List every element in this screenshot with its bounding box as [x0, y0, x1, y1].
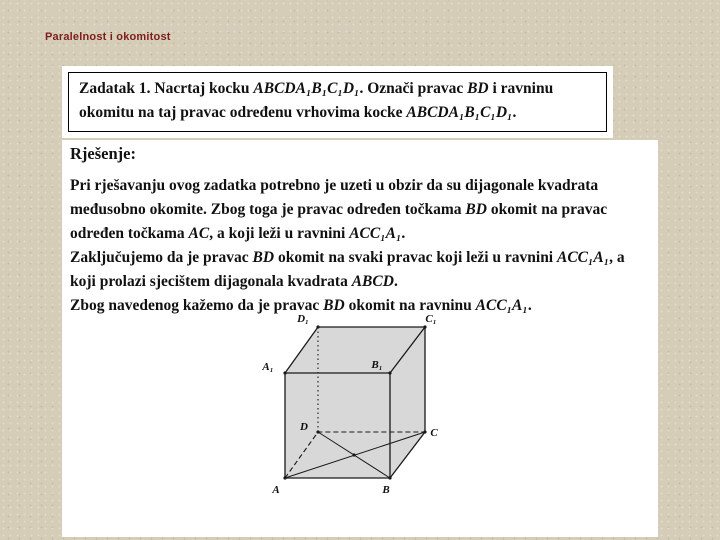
vertex-dot-a [283, 476, 286, 479]
vertex-dot-c [423, 430, 426, 433]
vertex-label-a: A [272, 484, 280, 496]
vertex-dot-d [316, 430, 319, 433]
vertex-dot-c1 [423, 325, 426, 328]
task-text: Zadatak 1. Nacrtaj kocku ABCDA₁B₁C₁D₁. Označi pravac BD i ravninu okomitu na taj pravac određenu vrhovima kocke ABCDA₁B₁C₁D₁. [79, 80, 554, 121]
vertex-dot-a1 [283, 371, 286, 374]
vertex-dot-d1 [316, 325, 319, 328]
solution-paragraph-2: Zaključujemo da je pravac BD okomit na svaki pravac koji leži u ravnini ACC₁A₁, a koji prolazi sjecištem dijagonala kvadrata ABCD. [70, 249, 625, 290]
task-strip [62, 66, 613, 138]
task-box [68, 72, 607, 132]
diagonal-intersection-dot [352, 453, 355, 456]
vertex-label-c1: C₁ [425, 313, 437, 325]
solution-paragraph-3: Zbog navedenog kažemo da je pravac BD okomit na ravninu ACC₁A₁. [70, 297, 532, 314]
vertex-label-a1: A₁ [262, 361, 274, 373]
vertex-dot-b1 [388, 371, 391, 374]
vertex-dot-b [388, 476, 391, 479]
vertex-label-b1: B₁ [371, 359, 383, 371]
slide-title: Paralelnost i okomitost [45, 31, 171, 43]
vertex-label-d1: D₁ [297, 313, 309, 325]
vertex-label-c: C [430, 427, 438, 439]
vertex-label-b: B [382, 484, 390, 496]
solution-paragraph-1: Pri rješavanju ovog zadatka potrebno je uzeti u obzir da su dijagonale kvadrata međusobno okomite. Zbog toga je pravac određen točkama BD okomit na pravac određen točkama AC, a koji leži u ravnini ACC₁A₁. [70, 177, 608, 242]
vertex-label-d: D [300, 421, 308, 433]
solution-heading: Rješenje: [70, 144, 136, 163]
cube-figure [250, 312, 460, 510]
